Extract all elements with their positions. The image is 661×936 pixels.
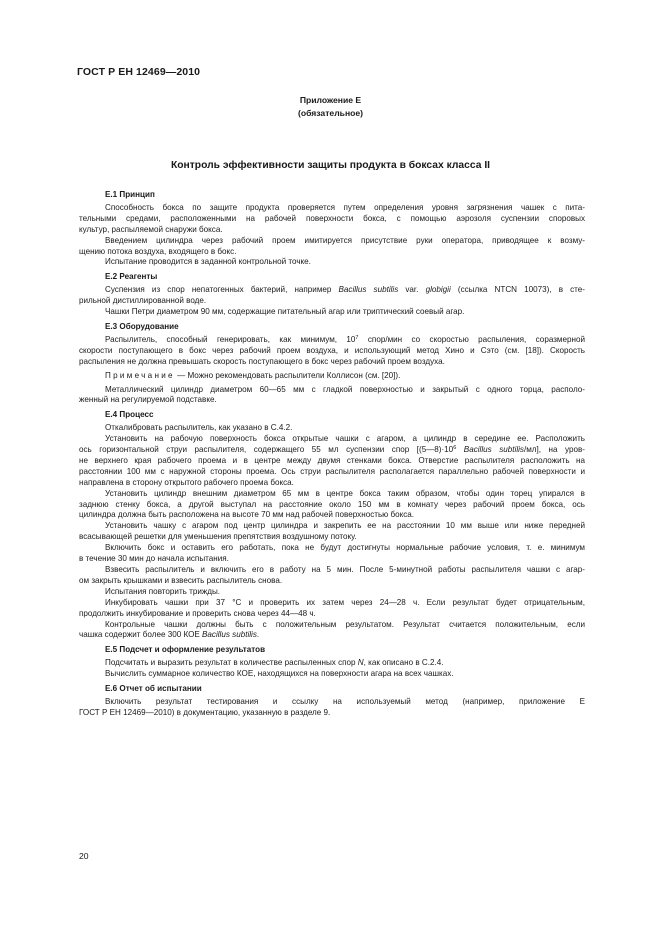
document-header: ГОСТ Р ЕН 12469—2010 <box>77 66 201 78</box>
paragraph <box>79 543 585 565</box>
note <box>79 371 585 382</box>
paragraph <box>79 565 585 587</box>
text-line: ГОСТ Р ЕН 12469—2010) в документацию, указанную в разделе 9. <box>79 707 331 717</box>
note-text: — Можно рекомендовать распылители Коллисон (см. [20]). <box>174 370 401 380</box>
text-line: Контрольные чашки должны быть с положительным результатом. Результат считается положительным, если <box>105 619 585 629</box>
section-heading-e6: Е.6 Отчет об испытании <box>105 684 202 694</box>
species-name: Bacillus subtilis <box>463 445 524 455</box>
text-line: Металлический цилиндр диаметром 60—65 мм с гладкой поверхностью и закрытый с одного торца, располо- <box>105 384 585 394</box>
section-heading-e3: Е.3 Оборудование <box>105 321 179 331</box>
page-number: 20 <box>79 851 89 861</box>
text-line: Установить на рабочую поверхность бокса открытые чашки с агаром, а цилиндр в середине ее. Расположить <box>105 434 585 444</box>
text-run: чашка содержит более 300 КОЕ <box>79 630 203 640</box>
text-line: скорости поступающего в бокс через рабочий проем воздуха, и использующий метод Хино и Сэто (см. [18]). Скорость <box>79 345 585 355</box>
section-heading-e2: Е.2 Реагенты <box>105 272 158 282</box>
annex-title: Приложение Е <box>299 95 362 105</box>
text-run: ось горизонтальной струи распылителя, содержащего 55 мл суспензии спор [(5—8)·10 <box>79 445 454 455</box>
paragraph <box>79 335 585 368</box>
text-run: . <box>256 630 260 640</box>
text-line: тельными средами, расположенными на рабочей поверхности бокса, с помощью аэрозоля суспензии споровых <box>79 213 585 223</box>
text-line: Включить бокс и оставить его работать, пока не будут достигнуты нормальные рабочие условия, т. е. минимум <box>105 543 585 553</box>
paragraph: Испытания повторить трижды. <box>105 586 221 596</box>
exponent: 7 <box>355 334 359 341</box>
note-label: Примечание <box>105 370 175 380</box>
variety-name: globigii <box>425 285 451 295</box>
text-line: всасывающей решетки для уменьшения препятствия воздушному потоку. <box>79 532 357 542</box>
text-run: Суспензия из спор непатогенных бактерий, например <box>105 285 339 295</box>
exponent: 6 <box>453 445 457 452</box>
text-line: Включить результат тестирования и ссылку на используемый метод (например, приложение Е <box>105 696 585 706</box>
page-title: Контроль эффективности защиты продукта в боксах класса II <box>170 160 491 171</box>
text-line: расстоянии 100 мм с наружной стороны проема. Ось струи распылителя располагается параллельно рабочей поверхности и <box>79 466 585 476</box>
text-run: Подсчитать и выразить результат в количестве распыленных спор <box>105 658 358 668</box>
text-run: /мл], на уров- <box>523 445 585 455</box>
section-heading-e5: Е.5 Подсчет и оформление результатов <box>105 645 266 655</box>
text-line: распыления не должна превышать скорость поступающего в бокс через рабочий проем воздуха. <box>79 356 445 366</box>
paragraph <box>79 385 585 407</box>
text-run: var. <box>398 285 426 295</box>
text-line: Введением цилиндра через рабочий проем имитируется присутствие руки оператора, приводящее к возму- <box>105 235 585 245</box>
text-line <box>79 445 585 456</box>
paragraph: Чашки Петри диаметром 90 мм, содержащие питательный агар или триптический соевый агар. <box>105 307 465 317</box>
document-body <box>79 190 585 719</box>
paragraph <box>79 521 585 543</box>
text-line: женный на регулируемой подставке. <box>79 395 217 405</box>
paragraph <box>79 434 585 489</box>
section-heading-e4: Е.4 Процесс <box>105 410 154 420</box>
paragraph <box>79 285 585 307</box>
variable-n: N <box>357 658 364 668</box>
text-run: , как описано в С.2.4. <box>363 658 444 668</box>
paragraph <box>79 697 585 719</box>
text-line <box>79 335 585 346</box>
text-run: Распылитель, способный генерировать, как минимум, 10 <box>105 334 356 344</box>
text-line: не верхнего края рабочего проема и в центре между двумя стенками бокса. Отверстие распылителя расположить на <box>79 455 585 465</box>
paragraph: Вычислить суммарное количество КОЕ, находящихся на поверхности агара на всех чашках. <box>105 669 454 679</box>
annex-status: (обязательное) <box>297 108 364 118</box>
text-line: культур, распыляемой снаружи бокса. <box>79 224 223 234</box>
text-run: (ссылка NTCN 10073), в сте- <box>450 285 585 295</box>
species-name: Bacillus subtilis <box>338 285 399 295</box>
paragraph <box>79 620 585 642</box>
species-name: Bacillus subtilis <box>202 630 257 640</box>
section-heading-e1: Е.1 Принцип <box>105 190 155 199</box>
text-line: заднюю стенку бокса, а другой выступал на расстояние около 150 мм в комнату через рабочий проем бокса, ось <box>79 499 585 509</box>
text-line: Установить цилиндр внешним диаметром 65 мм в центре бокса таким образом, чтобы один торец упирался в <box>105 488 585 498</box>
text-line: направлена в сторону открытого рабочего проема бокса. <box>79 477 294 487</box>
paragraph: Откалибровать распылитель, как указано в С.4.2. <box>105 423 293 433</box>
text-line: цилиндра должна быть расположена на высоте 70 мм над рабочей поверхностью бокса. <box>79 510 415 520</box>
paragraph <box>79 658 585 669</box>
paragraph <box>79 489 585 522</box>
text-line: в течение 30 мин до начала испытания. <box>79 554 229 564</box>
paragraph <box>79 203 585 236</box>
paragraph: Испытание проводится в заданной контрольной точке. <box>105 257 311 267</box>
text-line: Инкубировать чашки при 37 °С и проверить их затем через 24—28 ч. Если результат будет отрицательным, <box>105 597 585 607</box>
text-run: спор/мин со скоростью распыления, соразмерной <box>358 334 585 344</box>
text-line <box>79 285 585 296</box>
text-line: Взвесить распылитель и включить его в работу на 5 мин. После 5-минутной работы распылителя чашки с агар- <box>105 565 585 574</box>
text-line: ом закрыть крышками и взвесить распылитель снова. <box>79 575 283 585</box>
text-line: продолжить инкубирование и проверить снова через 44—48 ч. <box>79 608 316 618</box>
paragraph <box>79 236 585 258</box>
text-line: Способность бокса по защите продукта проверяется путем определения уровня загрязнения чашек с пита- <box>105 202 585 212</box>
text-line: щению потока воздуха, входящего в бокс. <box>79 246 237 256</box>
text-line: рильной дистиллированной воде. <box>79 296 207 306</box>
paragraph <box>79 598 585 620</box>
text-line <box>79 630 585 641</box>
text-line: Установить чашку с агаром под центр цилиндра и закрепить ее на расстоянии 10 мм выше или ниже передней <box>105 521 585 531</box>
